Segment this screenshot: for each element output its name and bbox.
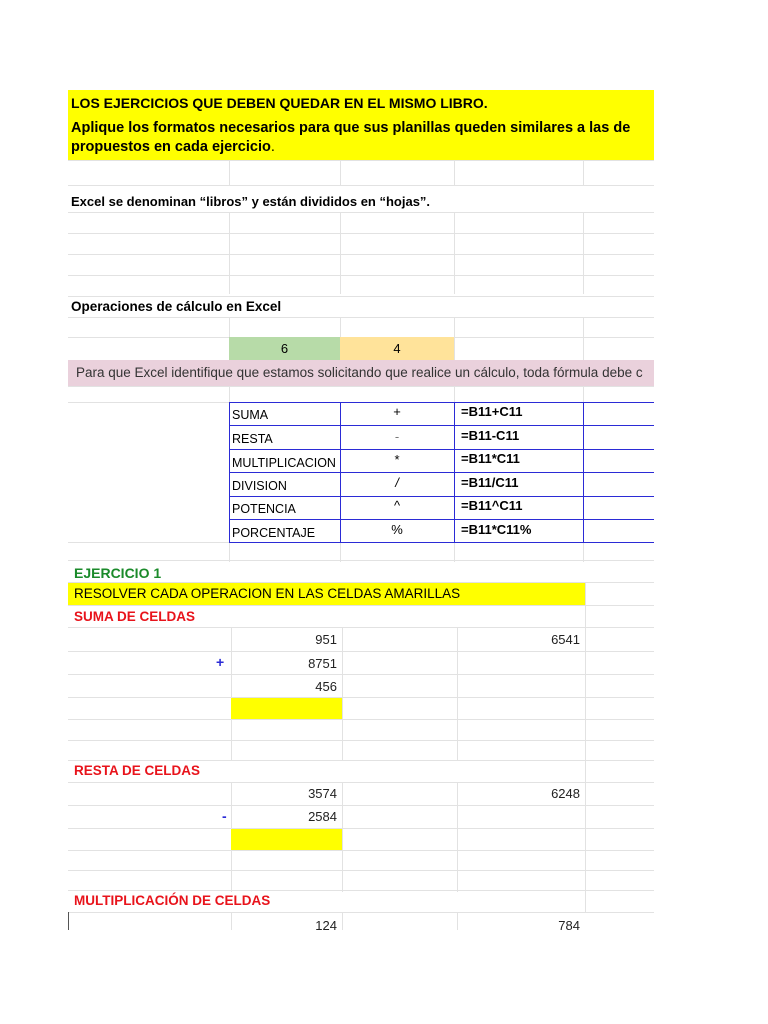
op-row-potencia (229, 496, 654, 519)
header-line-3 (71, 139, 275, 155)
op-name: RESTA (232, 432, 273, 446)
resta-answer-cell[interactable] (231, 829, 342, 850)
suma-answer-cell[interactable] (231, 698, 342, 719)
op-row-suma (229, 402, 654, 425)
op-formula: =B11+C11 (461, 404, 523, 419)
resta-value-2: 2584 (308, 809, 337, 824)
multiplicacion-value-1: 124 (315, 918, 337, 930)
resta-operator: - (222, 808, 227, 824)
exercise-title: EJERCICIO 1 (74, 565, 162, 581)
op-symbol: + (393, 404, 401, 419)
operations-table (229, 402, 654, 543)
suma-operator: + (216, 654, 225, 670)
header-line-3-period: . (270, 139, 275, 155)
operations-title: Operaciones de cálculo en Excel (71, 299, 282, 314)
formula-note-text: Para que Excel identifique que estamos solicitando que realice un cálculo, toda fórmula debe c (76, 365, 643, 380)
op-formula: =B11*C11% (461, 522, 532, 537)
op-symbol: % (391, 522, 403, 537)
multiplicacion-title: MULTIPLICACIÓN DE CELDAS (74, 893, 271, 908)
op-row-porcentaje (229, 519, 654, 543)
header-block (68, 90, 654, 160)
suma-value-1: 951 (315, 632, 337, 647)
example-cell-b[interactable]: 6 (229, 337, 340, 360)
op-row-resta (229, 425, 654, 449)
op-name: PORCENTAJE (232, 526, 316, 540)
op-formula: =B11^C11 (461, 498, 523, 513)
exercise-instruction (68, 583, 585, 605)
op-formula: =B11/C11 (461, 475, 519, 490)
suma-title: SUMA DE CELDAS (74, 609, 196, 624)
resta-side-value: 6248 (551, 786, 580, 801)
spreadsheet (68, 90, 654, 930)
op-row-division (229, 472, 654, 496)
suma-side-value: 6541 (551, 632, 580, 647)
op-symbol: / (395, 475, 399, 490)
exercise-instruction-text: RESOLVER CADA OPERACION EN LAS CELDAS AMARILLAS (74, 586, 461, 601)
resta-value-1: 3574 (308, 786, 337, 801)
op-symbol: ^ (393, 498, 401, 513)
formula-note (68, 360, 654, 386)
op-name: POTENCIA (232, 502, 296, 516)
header-line-2: Aplique los formatos necesarios para que sus planillas queden similares a las de (71, 120, 631, 136)
op-symbol: * (394, 452, 400, 467)
op-name: DIVISION (232, 479, 287, 493)
op-name: MULTIPLICACION (232, 456, 336, 470)
op-name: SUMA (232, 408, 269, 422)
suma-value-2: 8751 (308, 656, 337, 671)
resta-title: RESTA DE CELDAS (74, 763, 201, 778)
intro-text: Excel se denominan “libros” y están divididos en “hojas”. (71, 194, 431, 209)
op-formula: =B11-C11 (461, 428, 520, 443)
header-line-3-text: propuestos en cada ejercicio (71, 139, 271, 155)
op-row-multiplicacion (229, 449, 654, 472)
multiplicacion-side-value: 784 (558, 918, 580, 930)
op-formula: =B11*C11 (461, 451, 520, 466)
suma-value-3: 456 (315, 679, 337, 694)
header-line-1: LOS EJERCICIOS QUE DEBEN QUEDAR EN EL MISMO LIBRO. (71, 95, 488, 111)
op-symbol: - (394, 429, 400, 444)
example-cell-c[interactable]: 4 (340, 337, 454, 360)
